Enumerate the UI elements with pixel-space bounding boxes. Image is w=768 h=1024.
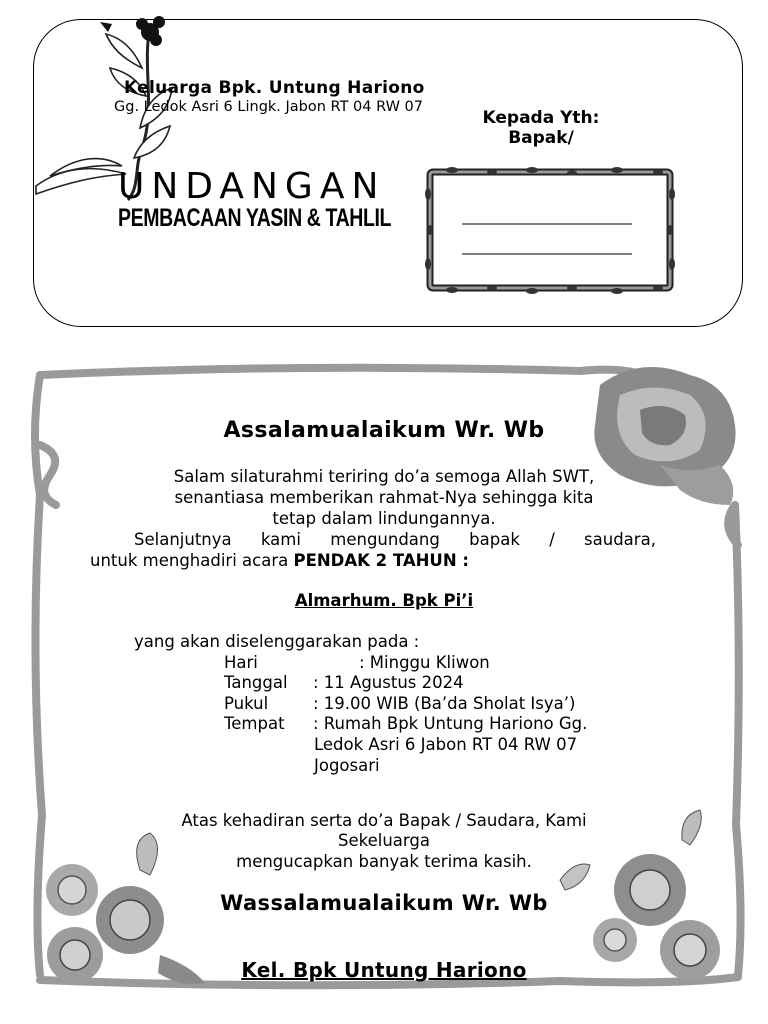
invite-line-1: [134, 530, 656, 549]
closing-line-3: mengucapkan banyak terima kasih.: [236, 852, 532, 871]
detail-pukul-value: : 19.00 WIB (Ba’da Sholat Isya’): [313, 694, 576, 713]
recipient-label: Kepada Yth:: [482, 108, 600, 128]
invite-prefix: untuk menghadiri acara: [90, 551, 289, 570]
detail-tempat-value-2: Ledok Asri 6 Jabon RT 04 RW 07: [314, 735, 578, 754]
recipient-block: [466, 108, 616, 148]
detail-tempat-label: Tempat: [224, 714, 285, 733]
address-box-frame-icon: [422, 164, 678, 296]
invite-word: kami: [260, 530, 301, 549]
invite-word: saudara,: [584, 530, 656, 549]
detail-tanggal-label: Tanggal: [224, 673, 288, 692]
farewell: Wassalamualaikum Wr. Wb: [220, 891, 548, 915]
detail-pukul-label: Pukul: [224, 694, 269, 713]
invite-word: /: [549, 530, 555, 549]
invite-word: mengundang: [330, 530, 440, 549]
sender-address: Gg. Ledok Asri 6 Lingk. Jabon RT 04 RW 07: [114, 99, 423, 115]
closing-line-2: Sekeluarga: [338, 831, 430, 850]
held-on-label: yang akan diselenggarakan pada :: [134, 632, 420, 651]
event-name: PENDAK 2 TAHUN :: [293, 551, 469, 570]
detail-tanggal-value: : 11 Agustus 2024: [313, 673, 464, 692]
sender-name: Keluarga Bpk. Untung Hariono: [124, 78, 425, 98]
detail-hari-label: Hari: [224, 653, 258, 672]
detail-hari-value: : Minggu Kliwon: [359, 653, 490, 672]
invite-word: Selanjutnya: [134, 530, 232, 549]
intro-line-3: tetap dalam lindungannya.: [272, 509, 496, 528]
greeting: Assalamualaikum Wr. Wb: [223, 418, 545, 443]
detail-tempat-value-3: Jogosari: [314, 756, 380, 775]
deceased-name: Almarhum. Bpk Pi’i: [294, 591, 474, 610]
intro-line-1: Salam silaturahmi teriring do’a semoga Allah SWT,: [173, 467, 595, 486]
intro-line-2: senantiasa memberikan rahmat-Nya sehingga kita: [174, 488, 594, 507]
invite-word: bapak: [469, 530, 520, 549]
invitation-title: UNDANGAN: [118, 166, 386, 207]
invitation-subtitle: PEMBACAAN YASIN & TAHLIL: [118, 204, 392, 232]
detail-tempat-value-1: : Rumah Bpk Untung Hariono Gg.: [313, 714, 588, 733]
invite-line-2: [90, 551, 469, 570]
signature: Kel. Bpk Untung Hariono: [241, 958, 527, 982]
recipient-title: Bapak/: [508, 128, 574, 148]
closing-line-1: Atas kehadiran serta do’a Bapak / Saudara, Kami: [181, 811, 587, 830]
